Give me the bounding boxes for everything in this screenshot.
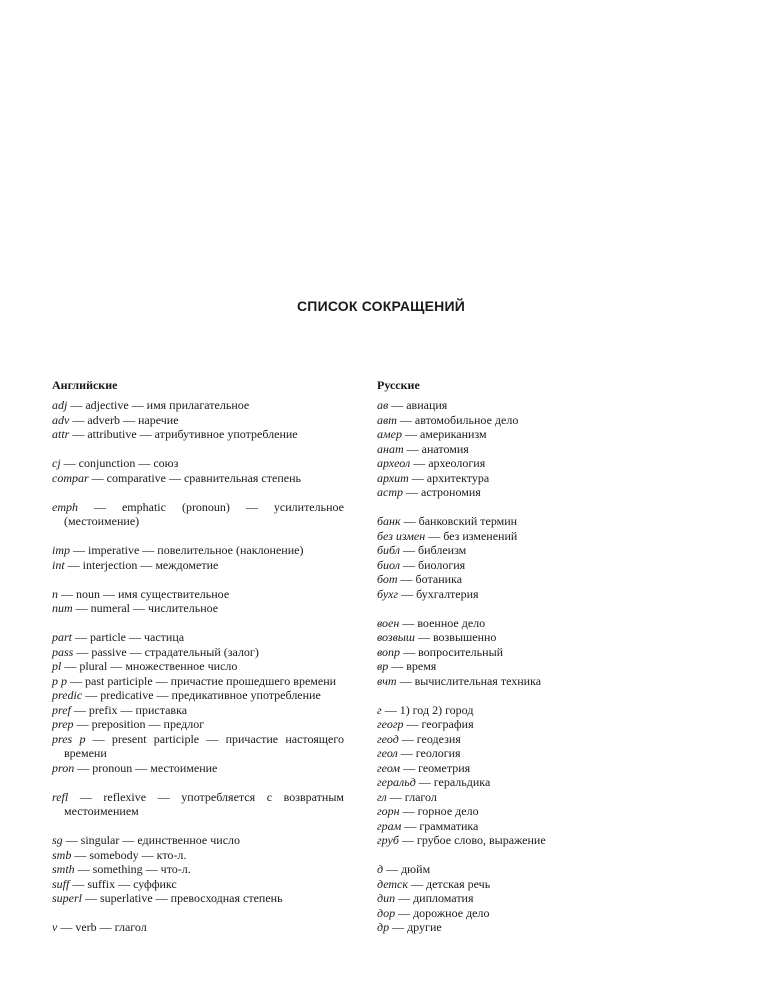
- abbreviation-meaning: — дорожное дело: [395, 905, 490, 920]
- abbreviation-entry: [377, 398, 677, 413]
- abbreviation: num: [52, 601, 73, 615]
- abbreviation: attr: [52, 427, 70, 441]
- abbreviation-meaning: — анатомия: [403, 441, 469, 456]
- abbreviation-meaning: — comparative — сравнительная степень: [88, 470, 301, 485]
- abbreviation-entry: [52, 500, 344, 529]
- abbreviation-meaning: — время: [388, 659, 437, 673]
- abbreviation-meaning: — particle — частица: [72, 630, 185, 644]
- abbreviation-entry: [377, 862, 677, 877]
- abbreviation-entry: [377, 804, 677, 819]
- abbreviation: д: [377, 862, 384, 876]
- abbreviation-entry: [52, 427, 344, 442]
- abbreviation-entry: [377, 427, 677, 442]
- abbreviation-entry: [377, 645, 677, 660]
- abbreviation: археол: [377, 456, 411, 470]
- abbreviation-meaning: — adverb — наречие: [69, 412, 179, 427]
- abbreviation-entry: [377, 920, 677, 935]
- abbreviation-meaning: — verb — глагол: [57, 920, 147, 934]
- abbreviation: груб: [377, 833, 399, 847]
- abbreviation: вр: [377, 659, 389, 673]
- abbreviation-entry: [52, 601, 344, 616]
- abbreviation: part: [52, 630, 73, 644]
- abbreviation: suff: [52, 876, 70, 891]
- abbreviation: вчт: [377, 673, 397, 688]
- abbreviation: emph: [52, 499, 78, 514]
- abbreviation: pl: [52, 659, 62, 673]
- abbreviation: cj: [52, 456, 61, 470]
- abbreviation-group: [377, 703, 677, 848]
- abbreviation-entry: [377, 442, 677, 457]
- abbreviation-entry: [377, 558, 677, 573]
- abbreviation-meaning: — биология: [399, 557, 466, 572]
- abbreviation-meaning: — adjective — имя прилагательное: [67, 398, 250, 412]
- abbreviation: бот: [377, 572, 398, 586]
- abbreviation-entry: [377, 587, 677, 602]
- abbreviation-entry: [377, 471, 677, 486]
- abbreviation: pass: [52, 644, 74, 659]
- abbreviation-meaning: — pronoun — местоимение: [74, 760, 218, 775]
- abbreviation-meaning: — археология: [410, 456, 486, 470]
- abbreviation-group: [52, 500, 344, 529]
- abbreviation-meaning: — predicative — предикативное употребление: [82, 688, 321, 702]
- abbreviation: геол: [377, 746, 398, 760]
- abbreviation: predic: [52, 688, 83, 702]
- abbreviation: г: [377, 702, 382, 717]
- abbreviation: грам: [377, 818, 402, 833]
- abbreviation: банк: [377, 514, 401, 528]
- abbreviation-meaning: — superlative — превосходная степень: [82, 891, 283, 905]
- abbreviation-group: [52, 920, 344, 935]
- abbreviation-entry: [377, 514, 677, 529]
- abbreviation-meaning: — prefix — приставка: [70, 702, 188, 717]
- russian-heading: Русские: [377, 378, 420, 392]
- abbreviation-group: [377, 514, 677, 601]
- abbreviation-entry: [377, 877, 677, 892]
- abbreviation: биол: [377, 557, 400, 572]
- abbreviation-entry: [377, 529, 677, 544]
- abbreviation-group: [52, 398, 344, 442]
- abbreviation-entry: [52, 891, 344, 906]
- abbreviation-entry: [377, 616, 677, 631]
- abbreviation: sg: [52, 833, 63, 847]
- abbreviation: pref: [52, 702, 71, 717]
- abbreviation: p p: [52, 673, 67, 688]
- abbreviation-entry: [377, 891, 677, 906]
- abbreviation-entry: [377, 485, 677, 500]
- abbreviation-meaning: — банковский термин: [400, 514, 518, 528]
- abbreviation: бухг: [377, 586, 399, 601]
- abbreviation: геом: [377, 760, 401, 775]
- abbreviation-entry: [377, 761, 677, 776]
- abbreviation-entry: [377, 572, 677, 587]
- abbreviation-entry: [52, 398, 344, 413]
- abbreviation-meaning: — emphatic (pronoun) — усилительное (местоимение): [64, 499, 344, 528]
- abbreviation-group: [377, 616, 677, 689]
- abbreviation-entry: [52, 471, 344, 486]
- abbreviation: возвыш: [377, 630, 415, 644]
- abbreviation-meaning: — ботаника: [397, 572, 463, 586]
- abbreviation: геод: [377, 731, 399, 746]
- abbreviation-entry: [377, 543, 677, 558]
- abbreviation-meaning: — singular — единственное число: [62, 833, 241, 847]
- abbreviation-group: [52, 587, 344, 616]
- abbreviation-meaning: — past participle — причастие прошедшего времени: [67, 673, 337, 688]
- abbreviation: refl: [52, 789, 69, 804]
- abbreviation-meaning: — interjection — междометие: [64, 557, 219, 572]
- abbreviation: pres p: [52, 731, 86, 746]
- abbreviation: adv: [52, 412, 70, 427]
- abbreviation-meaning: — imperative — повелительное (наклонение): [70, 543, 304, 557]
- abbreviation: ав: [377, 398, 389, 412]
- abbreviation-meaning: — архитектура: [408, 470, 490, 485]
- abbreviation-meaning: — noun — имя существительное: [58, 586, 230, 601]
- english-list: [52, 398, 344, 935]
- abbreviation-entry: [52, 558, 344, 573]
- abbreviation-entry: [377, 630, 677, 645]
- abbreviation-entry: [52, 877, 344, 892]
- abbreviation-entry: [377, 775, 677, 790]
- abbreviation: imp: [52, 543, 70, 557]
- abbreviation-meaning: — авиация: [388, 398, 448, 412]
- abbreviation: анат: [377, 441, 404, 456]
- abbreviation-entry: [377, 732, 677, 747]
- abbreviation: вопр: [377, 644, 401, 659]
- abbreviation-meaning: — грамматика: [401, 818, 479, 833]
- abbreviation-group: [52, 790, 344, 819]
- abbreviation: архит: [377, 470, 409, 485]
- abbreviation-meaning: — present participle — причастие настоящего времени: [64, 731, 344, 760]
- abbreviation-meaning: — военное дело: [399, 615, 486, 630]
- abbreviation: астр: [377, 485, 403, 499]
- abbreviation: гл: [377, 789, 387, 804]
- abbreviation-meaning: — геодезия: [398, 731, 461, 746]
- abbreviation-entry: [377, 906, 677, 921]
- abbreviation-meaning: — reflexive — употребляется с возвратным местоимением: [64, 789, 344, 818]
- abbreviation-meaning: — горное дело: [399, 804, 479, 818]
- abbreviation: pron: [52, 760, 75, 775]
- abbreviation-meaning: — американизм: [401, 427, 487, 441]
- abbreviation-entry: [52, 659, 344, 674]
- abbreviation-entry: [52, 630, 344, 645]
- abbreviation-meaning: — библеизм: [400, 543, 467, 557]
- english-abbreviations-column: [52, 378, 344, 949]
- abbreviation-meaning: — preposition — предлог: [73, 717, 205, 731]
- abbreviation-meaning: — attributive — атрибутивное употребление: [69, 427, 298, 441]
- abbreviation-meaning: — без изменений: [425, 528, 518, 543]
- abbreviation-meaning: — numeral — числительное: [72, 601, 219, 615]
- abbreviation-meaning: — география: [403, 717, 474, 731]
- abbreviation: геогр: [377, 717, 404, 731]
- abbreviation-meaning: — дипломатия: [395, 891, 474, 905]
- abbreviation-entry: [377, 659, 677, 674]
- abbreviation: compar: [52, 470, 89, 485]
- abbreviation-meaning: — возвышенно: [414, 630, 497, 644]
- abbreviation-entry: [377, 833, 677, 848]
- abbreviation-entry: [377, 674, 677, 689]
- abbreviation-group: [377, 862, 677, 935]
- abbreviation: авт: [377, 412, 397, 427]
- abbreviation-meaning: — дюйм: [383, 862, 431, 876]
- abbreviation: superl: [52, 891, 82, 905]
- abbreviation-entry: [52, 674, 344, 689]
- abbreviation-entry: [52, 790, 344, 819]
- abbreviation-entry: [377, 819, 677, 834]
- abbreviation: int: [52, 557, 65, 572]
- abbreviation-meaning: — вычислительная техника: [396, 673, 542, 688]
- abbreviation: n: [52, 586, 58, 601]
- abbreviation-group: [52, 456, 344, 485]
- abbreviation: детск: [377, 876, 408, 891]
- abbreviation-entry: [377, 413, 677, 428]
- abbreviation-meaning: — somebody — кто-л.: [71, 847, 187, 862]
- page-title: СПИСОК СОКРАЩЕНИЙ: [297, 298, 465, 314]
- abbreviation-meaning: — бухгалтерия: [398, 586, 479, 601]
- abbreviation: smb: [52, 847, 72, 862]
- abbreviation-entry: [52, 761, 344, 776]
- abbreviation: adj: [52, 398, 68, 412]
- abbreviation-entry: [52, 862, 344, 877]
- abbreviation-entry: [52, 543, 344, 558]
- abbreviation-meaning: — детская речь: [408, 876, 491, 891]
- abbreviation: др: [377, 920, 390, 934]
- abbreviation-meaning: — 1) год 2) город: [381, 702, 474, 717]
- abbreviation-meaning: — suffix — суффикс: [69, 876, 177, 891]
- abbreviation-entry: [52, 732, 344, 761]
- abbreviation-entry: [52, 920, 344, 935]
- abbreviation-meaning: — геология: [397, 746, 461, 760]
- abbreviation-group: [52, 833, 344, 906]
- english-heading: Английские: [52, 378, 118, 392]
- abbreviation-entry: [52, 703, 344, 718]
- abbreviation-meaning: — passive — страдательный (залог): [73, 644, 259, 659]
- abbreviation: дип: [377, 891, 396, 905]
- abbreviation-meaning: — другие: [389, 920, 442, 934]
- abbreviation-entry: [377, 703, 677, 718]
- abbreviation-meaning: — астрономия: [403, 485, 481, 499]
- abbreviation-entry: [377, 456, 677, 471]
- russian-list: [377, 398, 677, 935]
- abbreviation-group: [52, 543, 344, 572]
- abbreviation-entry: [52, 688, 344, 703]
- abbreviation-meaning: — вопросительный: [400, 644, 504, 659]
- abbreviation-meaning: — plural — множественное число: [61, 659, 238, 673]
- abbreviation-entry: [377, 717, 677, 732]
- abbreviation-meaning: — грубое слово, выражение: [398, 833, 546, 847]
- abbreviation-entry: [52, 848, 344, 863]
- abbreviation: prep: [52, 717, 74, 731]
- abbreviation: воен: [377, 615, 400, 630]
- abbreviation: v: [52, 920, 58, 934]
- abbreviation-entry: [52, 717, 344, 732]
- abbreviation: горн: [377, 804, 400, 818]
- abbreviation-meaning: — conjunction — союз: [60, 456, 179, 470]
- abbreviation-entry: [52, 645, 344, 660]
- abbreviation: геральд: [377, 775, 416, 789]
- abbreviation-meaning: — автомобильное дело: [396, 412, 519, 427]
- abbreviation-meaning: — геометрия: [400, 760, 471, 775]
- abbreviation-entry: [377, 790, 677, 805]
- abbreviation-group: [52, 630, 344, 775]
- abbreviation: дор: [377, 905, 396, 920]
- abbreviation-group: [377, 398, 677, 500]
- abbreviation-entry: [377, 746, 677, 761]
- abbreviation-entry: [52, 587, 344, 602]
- abbreviation: амер: [377, 427, 402, 441]
- abbreviation-meaning: — something — что-л.: [74, 862, 191, 876]
- abbreviation: smth: [52, 862, 75, 876]
- abbreviation-meaning: — геральдика: [415, 775, 491, 789]
- abbreviation-entry: [52, 833, 344, 848]
- abbreviation: библ: [377, 543, 401, 557]
- abbreviation-entry: [52, 413, 344, 428]
- russian-abbreviations-column: [377, 378, 677, 949]
- abbreviation: без измен: [377, 528, 426, 543]
- abbreviation-meaning: — глагол: [386, 789, 437, 804]
- abbreviation-entry: [52, 456, 344, 471]
